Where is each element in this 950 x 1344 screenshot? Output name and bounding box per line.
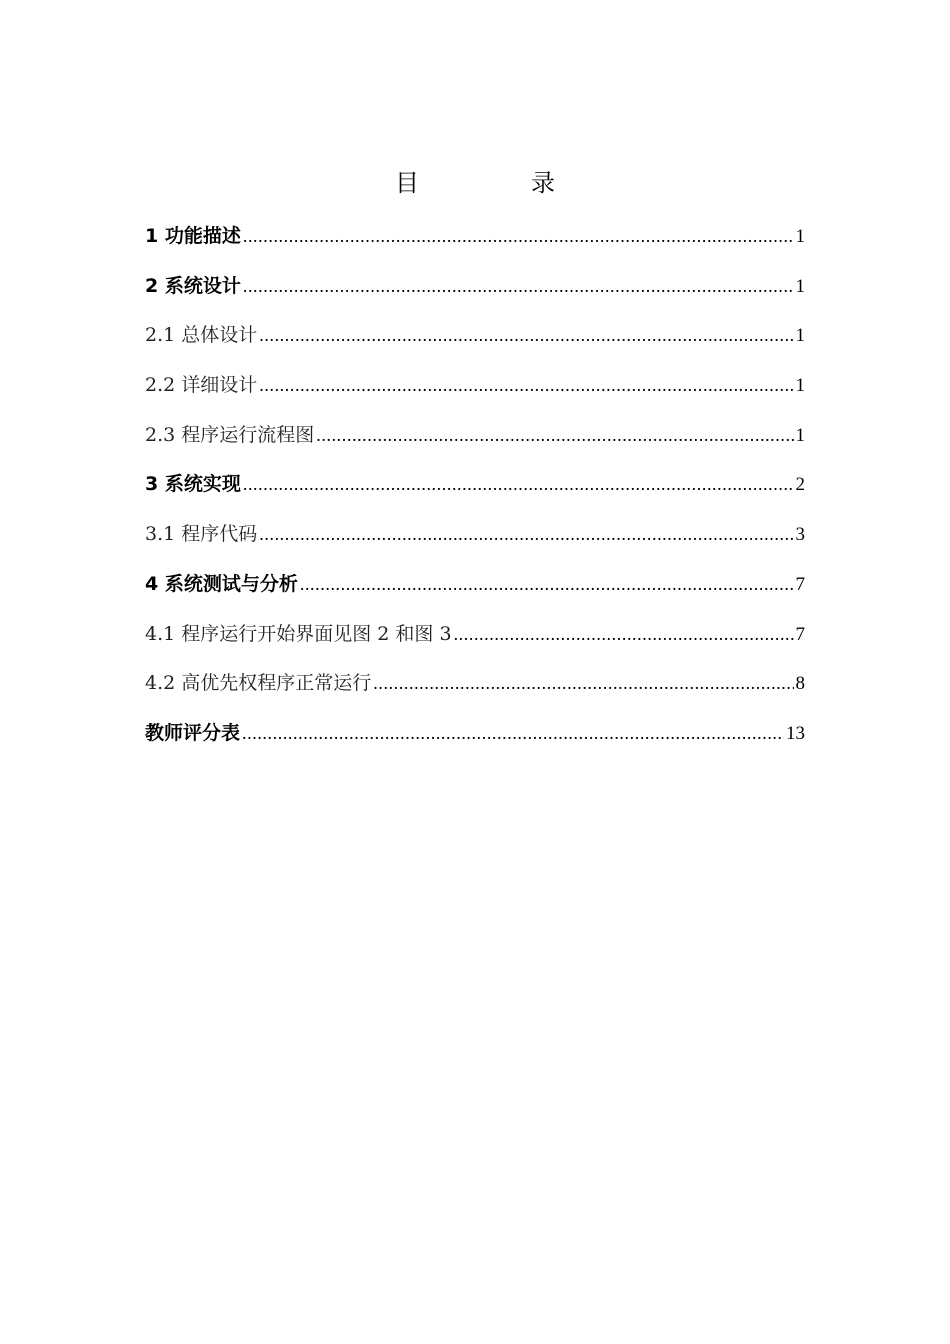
- toc-entry-label: 4.1 程序运行开始界面见图 2 和图 3: [145, 622, 452, 645]
- toc-entry-label: 2 系统设计: [145, 274, 241, 297]
- toc-entry-overall-design[interactable]: [145, 320, 805, 370]
- toc-leader-dots: [242, 718, 784, 748]
- toc-title: 目 录: [395, 169, 599, 197]
- toc-entry-label: 4.2 高优先权程序正常运行: [145, 672, 372, 695]
- toc-entry-label: 2.3 程序运行流程图: [145, 423, 315, 446]
- toc-entry-page-number: 7: [795, 623, 805, 645]
- toc-leader-dots: [454, 619, 794, 649]
- toc-entry-high-priority-run[interactable]: [145, 668, 805, 718]
- toc-entry-system-implementation[interactable]: [145, 469, 805, 519]
- table-of-contents: [145, 221, 805, 768]
- toc-leader-dots: [259, 320, 793, 350]
- toc-entry-label: 教师评分表: [145, 721, 241, 744]
- toc-entry-label: 1 功能描述: [145, 225, 241, 247]
- toc-entry-page-number: 8: [795, 673, 805, 695]
- toc-entry-page-number: 7: [795, 573, 805, 595]
- toc-entry-teacher-scoring-table[interactable]: [145, 718, 805, 768]
- toc-entry-program-code[interactable]: [145, 519, 805, 569]
- toc-leader-dots: [243, 221, 794, 251]
- toc-leader-dots: [300, 569, 794, 599]
- toc-leader-dots: [373, 668, 793, 698]
- toc-entry-page-number: 1: [795, 226, 805, 247]
- toc-entry-page-number: 1: [795, 424, 805, 446]
- toc-leader-dots: [259, 519, 793, 549]
- toc-leader-dots: [259, 370, 793, 400]
- toc-entry-label: 3 系统实现: [145, 473, 241, 496]
- toc-entry-page-number: 3: [795, 524, 805, 546]
- toc-entry-system-design[interactable]: [145, 271, 805, 321]
- toc-entry-functional-description[interactable]: [145, 221, 805, 271]
- toc-entry-label: 3.1 程序代码: [145, 523, 258, 546]
- toc-leader-dots: [243, 469, 794, 499]
- toc-entry-label: 2.2 详细设计: [145, 374, 258, 397]
- toc-entry-start-screen[interactable]: [145, 619, 805, 669]
- toc-entry-page-number: 1: [795, 375, 805, 397]
- toc-entry-page-number: 2: [795, 474, 805, 496]
- toc-leader-dots: [243, 271, 794, 301]
- toc-entry-label: 2.1 总体设计: [145, 324, 258, 347]
- toc-entry-testing-analysis[interactable]: [145, 569, 805, 619]
- toc-entry-page-number: 1: [795, 325, 805, 347]
- toc-entry-page-number: 1: [795, 275, 805, 297]
- toc-entry-label: 4 系统测试与分析: [145, 572, 298, 595]
- toc-entry-page-number: 13: [786, 722, 805, 744]
- toc-entry-detailed-design[interactable]: [145, 370, 805, 420]
- toc-entry-flowchart[interactable]: [145, 420, 805, 470]
- toc-leader-dots: [316, 420, 793, 450]
